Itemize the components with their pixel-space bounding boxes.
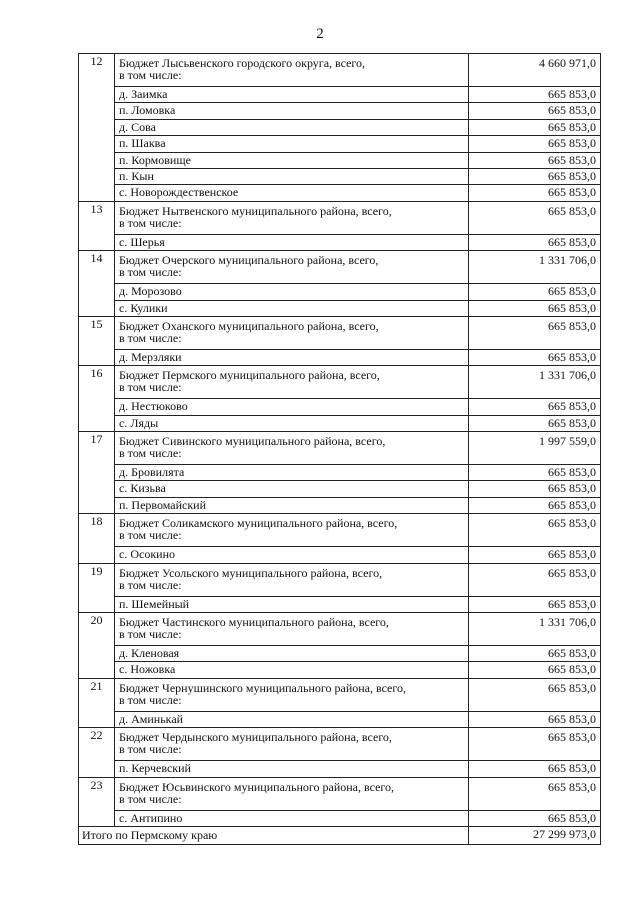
budget-total: 665 853,0 <box>469 563 601 596</box>
settlement-amount: 665 853,0 <box>469 284 601 300</box>
settlement-amount: 665 853,0 <box>469 761 601 777</box>
budget-subtitle: в том числе: <box>119 215 182 230</box>
settlement-amount: 665 853,0 <box>469 547 601 563</box>
settlement-row <box>79 481 601 497</box>
settlement-amount: 665 853,0 <box>469 349 601 365</box>
settlement-amount: 665 853,0 <box>469 415 601 431</box>
settlement-name: с. Ляды <box>115 415 469 431</box>
settlement-amount: 665 853,0 <box>469 234 601 250</box>
budget-title: Бюджет Частинского муниципального района, всего, <box>119 615 389 630</box>
settlement-amount: 665 853,0 <box>469 300 601 316</box>
settlement-row <box>79 465 601 481</box>
settlement-name: с. Новорождественское <box>115 185 469 201</box>
settlement-name: п. Шаква <box>115 136 469 152</box>
settlement-row <box>79 152 601 168</box>
settlement-name: п. Кын <box>115 168 469 184</box>
settlement-amount: 665 853,0 <box>469 168 601 184</box>
settlement-amount: 665 853,0 <box>469 810 601 826</box>
budget-total: 665 853,0 <box>469 514 601 547</box>
budget-title: Бюджет Лысьвенского городского округа, всего, <box>119 56 366 70</box>
settlement-name: п. Шемейный <box>115 596 469 612</box>
settlement-name: п. Кормовище <box>115 152 469 168</box>
settlement-amount: 665 853,0 <box>469 646 601 662</box>
settlement-name: д. Бровилята <box>115 465 469 481</box>
budget-subtitle: в том числе: <box>119 68 182 82</box>
settlement-name: с. Кулики <box>115 300 469 316</box>
settlement-row <box>79 596 601 612</box>
budget-title: Бюджет Пермского муниципального района, всего, <box>119 368 380 383</box>
budget-title-cell <box>115 678 469 711</box>
budget-total: 665 853,0 <box>469 201 601 234</box>
page-number: 2 <box>316 26 324 42</box>
settlement-name: д. Мерзляки <box>115 349 469 365</box>
budget-title: Бюджет Чернушинского муниципального района, всего, <box>119 680 407 695</box>
settlement-amount: 665 853,0 <box>469 711 601 727</box>
grand-total-label: Итого по Пермскому краю <box>79 826 469 844</box>
row-number: 19 <box>79 563 115 612</box>
settlement-row <box>79 662 601 678</box>
budget-title-cell <box>115 777 469 810</box>
budget-total: 1 997 559,0 <box>469 432 601 465</box>
settlement-row <box>79 168 601 184</box>
budget-title-cell <box>115 54 469 87</box>
settlement-amount: 665 853,0 <box>469 497 601 513</box>
budget-total: 1 331 706,0 <box>469 613 601 646</box>
settlement-row <box>79 646 601 662</box>
budget-title: Бюджет Оханского муниципального района, всего, <box>119 318 379 333</box>
settlement-amount: 665 853,0 <box>469 662 601 678</box>
budget-total: 665 853,0 <box>469 316 601 349</box>
budget-total: 665 853,0 <box>469 777 601 810</box>
settlement-name: с. Ножовка <box>115 662 469 678</box>
row-number: 12 <box>79 54 115 202</box>
budget-title-cell <box>115 514 469 547</box>
settlement-row <box>79 711 601 727</box>
settlement-amount: 665 853,0 <box>469 399 601 415</box>
settlement-name: с. Осокино <box>115 547 469 563</box>
budget-title: Бюджет Сивинского муниципального района, всего, <box>119 434 386 449</box>
settlement-name: д. Аминькай <box>115 711 469 727</box>
row-number: 14 <box>79 251 115 317</box>
budget-subtitle: в том числе: <box>119 528 182 543</box>
settlement-row <box>79 349 601 365</box>
settlement-name: п. Первомайский <box>115 497 469 513</box>
budget-title-cell <box>115 316 469 349</box>
settlement-row <box>79 136 601 152</box>
settlement-name: с. Шерья <box>115 234 469 250</box>
budget-table-body <box>79 54 601 845</box>
settlement-name: с. Кизьва <box>115 481 469 497</box>
settlement-name: д. Сова <box>115 119 469 135</box>
budget-group-row <box>79 777 601 810</box>
budget-group-row <box>79 201 601 234</box>
row-number: 18 <box>79 514 115 563</box>
budget-subtitle: в том числе: <box>119 265 182 280</box>
budget-group-row <box>79 366 601 399</box>
budget-subtitle: в том числе: <box>119 692 182 707</box>
settlement-name: п. Ломовка <box>115 103 469 119</box>
grand-total-value: 27 299 973,0 <box>469 826 601 844</box>
budget-group-row <box>79 678 601 711</box>
row-number: 20 <box>79 613 115 679</box>
settlement-row <box>79 547 601 563</box>
budget-title-cell <box>115 613 469 646</box>
budget-group-row <box>79 613 601 646</box>
settlement-amount: 665 853,0 <box>469 481 601 497</box>
budget-subtitle: в том числе: <box>119 330 182 345</box>
settlement-row <box>79 497 601 513</box>
row-number: 22 <box>79 728 115 777</box>
grand-total-row <box>79 826 601 844</box>
budget-title: Бюджет Нытвенского муниципального района, всего, <box>119 203 392 218</box>
budget-total: 665 853,0 <box>469 728 601 761</box>
budget-subtitle: в том числе: <box>119 380 182 395</box>
row-number: 16 <box>79 366 115 432</box>
budget-title: Бюджет Юсьвинского муниципального района, всего, <box>119 779 395 794</box>
settlement-amount: 665 853,0 <box>469 119 601 135</box>
row-number: 21 <box>79 678 115 727</box>
budget-group-row <box>79 54 601 87</box>
settlement-name: д. Нестюково <box>115 399 469 415</box>
budget-title-cell <box>115 201 469 234</box>
budget-title-cell <box>115 432 469 465</box>
budget-title: Бюджет Очерского муниципального района, всего, <box>119 253 379 268</box>
budget-total: 1 331 706,0 <box>469 251 601 284</box>
settlement-amount: 665 853,0 <box>469 103 601 119</box>
budget-title-cell <box>115 563 469 596</box>
settlement-row <box>79 399 601 415</box>
settlement-name: д. Морозово <box>115 284 469 300</box>
budget-subtitle: в том числе: <box>119 742 182 757</box>
budget-subtitle: в том числе: <box>119 627 182 642</box>
budget-title: Бюджет Усольского муниципального района, всего, <box>119 565 383 580</box>
budget-subtitle: в том числе: <box>119 446 182 461</box>
budget-total: 4 660 971,0 <box>469 54 601 87</box>
budget-table <box>78 53 601 845</box>
settlement-row <box>79 103 601 119</box>
row-number: 17 <box>79 432 115 514</box>
settlement-amount: 665 853,0 <box>469 87 601 103</box>
settlement-name: д. Заимка <box>115 87 469 103</box>
settlement-row <box>79 761 601 777</box>
settlement-row <box>79 415 601 431</box>
budget-total: 665 853,0 <box>469 678 601 711</box>
settlement-name: д. Кленовая <box>115 646 469 662</box>
budget-group-row <box>79 432 601 465</box>
settlement-name: с. Антипино <box>115 810 469 826</box>
settlement-amount: 665 853,0 <box>469 185 601 201</box>
budget-title-cell <box>115 251 469 284</box>
row-number: 13 <box>79 201 115 250</box>
budget-title: Бюджет Чердынского муниципального района, всего, <box>119 730 392 745</box>
budget-group-row <box>79 728 601 761</box>
settlement-row <box>79 810 601 826</box>
settlement-amount: 665 853,0 <box>469 596 601 612</box>
budget-subtitle: в том числе: <box>119 791 182 806</box>
budget-title-cell <box>115 366 469 399</box>
row-number: 23 <box>79 777 115 826</box>
budget-group-row <box>79 563 601 596</box>
settlement-row <box>79 87 601 103</box>
settlement-row <box>79 185 601 201</box>
settlement-amount: 665 853,0 <box>469 152 601 168</box>
budget-title: Бюджет Соликамского муниципального района, всего, <box>119 516 398 531</box>
settlement-row <box>79 119 601 135</box>
budget-title-cell <box>115 728 469 761</box>
budget-total: 1 331 706,0 <box>469 366 601 399</box>
settlement-row <box>79 234 601 250</box>
budget-group-row <box>79 514 601 547</box>
budget-group-row <box>79 316 601 349</box>
row-number: 15 <box>79 316 115 365</box>
budget-group-row <box>79 251 601 284</box>
settlement-amount: 665 853,0 <box>469 136 601 152</box>
settlement-amount: 665 853,0 <box>469 465 601 481</box>
settlement-name: п. Керчевский <box>115 761 469 777</box>
settlement-row <box>79 284 601 300</box>
budget-subtitle: в том числе: <box>119 577 182 592</box>
settlement-row <box>79 300 601 316</box>
